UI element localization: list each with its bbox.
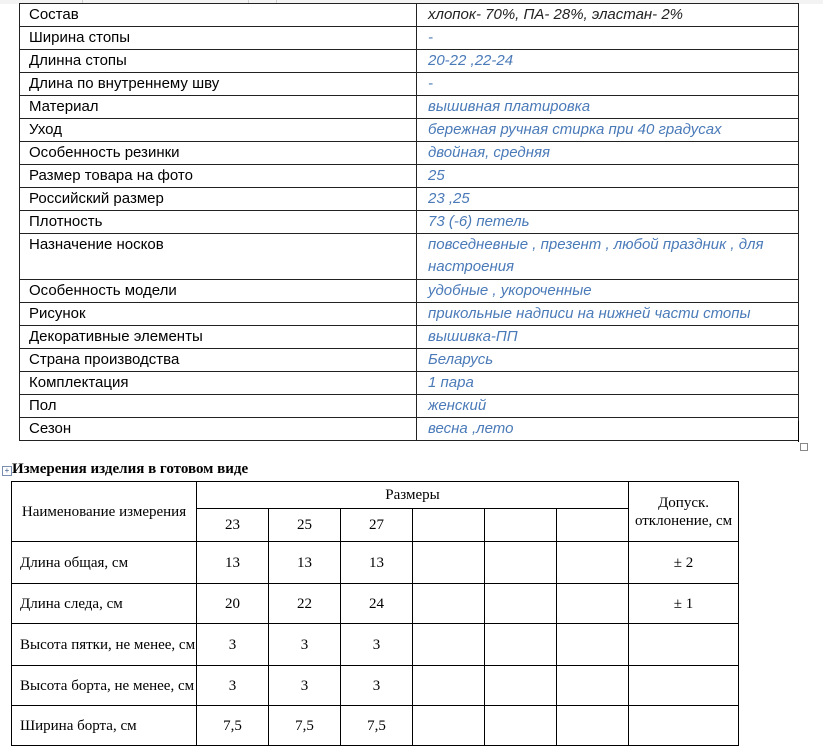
spec-row — [20, 395, 799, 418]
spec-label: Пол — [20, 395, 417, 418]
spec-row — [20, 119, 799, 142]
size-header-cell: 23 — [197, 509, 269, 542]
spec-label: Российский размер — [20, 188, 417, 211]
measurement-row — [12, 706, 739, 746]
spec-value: - — [417, 27, 799, 50]
measurement-value: 20 — [197, 584, 269, 624]
measurement-value — [485, 624, 557, 666]
measurements-table — [11, 481, 739, 746]
measurement-value — [413, 706, 485, 746]
spec-label: Страна производства — [20, 349, 417, 372]
header-name: Наименование измерения — [21, 503, 187, 520]
spec-value: бережная ручная стирка при 40 градусах — [417, 119, 799, 142]
header-sizes-cell — [197, 482, 629, 509]
measurement-value — [557, 624, 629, 666]
measurement-value — [485, 706, 557, 746]
size-header-cell — [557, 509, 629, 542]
measurement-value — [557, 666, 629, 706]
header-tolerance-cell — [629, 482, 739, 542]
measurement-tolerance — [629, 624, 739, 666]
spec-row — [20, 188, 799, 211]
header-name-cell — [12, 482, 197, 542]
measurement-name: Ширина борта, см — [12, 706, 197, 746]
measurement-tolerance: ± 1 — [629, 584, 739, 624]
measurement-row — [12, 584, 739, 624]
spec-label: Плотность — [20, 211, 417, 234]
size-header-cell — [485, 509, 557, 542]
spec-label: Размер товара на фото — [20, 165, 417, 188]
spec-value: женский — [417, 395, 799, 418]
spec-value: вышивка-ПП — [417, 326, 799, 349]
measurement-row — [12, 666, 739, 706]
measurement-value — [413, 624, 485, 666]
spec-value: вышивная платировка — [417, 96, 799, 119]
spec-row — [20, 418, 799, 441]
spec-value: 25 — [417, 165, 799, 188]
table-resize-icon[interactable] — [800, 443, 808, 451]
measurement-tolerance — [629, 706, 739, 746]
size-header-cell — [413, 509, 485, 542]
spec-label: Материал — [20, 96, 417, 119]
measurement-name: Длина следа, см — [12, 584, 197, 624]
size-header-cell: 27 — [341, 509, 413, 542]
measurement-value: 7,5 — [341, 706, 413, 746]
measurement-value: 3 — [197, 666, 269, 706]
spec-row — [20, 280, 799, 303]
spec-row — [20, 165, 799, 188]
spec-row — [20, 234, 799, 280]
measurement-tolerance: ± 2 — [629, 542, 739, 584]
spec-label: Назначение носков — [20, 234, 417, 280]
spec-label: Особенность модели — [20, 280, 417, 303]
spec-row — [20, 326, 799, 349]
measurement-value — [485, 542, 557, 584]
spec-row — [20, 349, 799, 372]
text-cursor — [798, 421, 799, 442]
table-move-icon[interactable]: + — [2, 466, 12, 476]
spec-value: повседневные , презент , любой праздник , для настроения — [417, 234, 799, 280]
measurement-value: 3 — [197, 624, 269, 666]
measurement-row — [12, 624, 739, 666]
spec-value: 73 (-6) петель — [417, 211, 799, 234]
spec-label: Комплектация — [20, 372, 417, 395]
measurement-row — [12, 542, 739, 584]
header-tolerance: Допуск. отклонение, см — [634, 494, 733, 529]
measurement-value — [413, 542, 485, 584]
measurement-name: Высота борта, не менее, см — [12, 666, 197, 706]
spec-value: 23 ,25 — [417, 188, 799, 211]
measurement-value — [413, 666, 485, 706]
measurement-value: 3 — [341, 624, 413, 666]
measurement-name: Высота пятки, не менее, см — [12, 624, 197, 666]
spec-row — [20, 96, 799, 119]
measurement-value: 7,5 — [197, 706, 269, 746]
spec-row — [20, 303, 799, 326]
measurement-value — [413, 584, 485, 624]
measurement-tolerance — [629, 666, 739, 706]
size-header-cell: 25 — [269, 509, 341, 542]
measurement-value: 13 — [341, 542, 413, 584]
spec-label: Декоративные элементы — [20, 326, 417, 349]
spec-row — [20, 50, 799, 73]
header-sizes: Размеры — [385, 487, 440, 503]
measurements-heading: Измерения изделия в готовом виде — [12, 461, 249, 477]
spec-value: прикольные надписи на нижней части стопы — [417, 303, 799, 326]
spec-row — [20, 372, 799, 395]
spec-label: Ширина стопы — [20, 27, 417, 50]
measurement-value — [485, 666, 557, 706]
measurement-value — [557, 706, 629, 746]
spec-label: Длинна стопы — [20, 50, 417, 73]
measurement-name: Длина общая, см — [12, 542, 197, 584]
spec-value: хлопок- 70%, ПА- 28%, эластан- 2% — [417, 4, 799, 27]
measurement-value: 3 — [269, 666, 341, 706]
spec-value: 20-22 ,22-24 — [417, 50, 799, 73]
measurement-value: 22 — [269, 584, 341, 624]
spec-value: Беларусь — [417, 349, 799, 372]
spec-value: - — [417, 73, 799, 96]
measurement-value: 24 — [341, 584, 413, 624]
measurement-value: 3 — [269, 624, 341, 666]
spec-label: Длина по внутреннему шву — [20, 73, 417, 96]
spec-value: весна ,лето — [417, 418, 799, 441]
spec-label: Рисунок — [20, 303, 417, 326]
spec-value: 1 пара — [417, 372, 799, 395]
measurement-value: 13 — [269, 542, 341, 584]
measurement-value — [485, 584, 557, 624]
spec-row — [20, 73, 799, 96]
spec-value: двойная, средняя — [417, 142, 799, 165]
spec-row — [20, 27, 799, 50]
spec-value: удобные , укороченные — [417, 280, 799, 303]
measurement-value: 3 — [341, 666, 413, 706]
spec-label: Состав — [20, 4, 417, 27]
measurement-value — [557, 584, 629, 624]
spec-label: Уход — [20, 119, 417, 142]
measurement-value: 7,5 — [269, 706, 341, 746]
spec-row — [20, 4, 799, 27]
measurement-value: 13 — [197, 542, 269, 584]
spec-row — [20, 142, 799, 165]
spec-row — [20, 211, 799, 234]
spec-label: Сезон — [20, 418, 417, 441]
spec-table — [19, 3, 799, 441]
spec-label: Особенность резинки — [20, 142, 417, 165]
measurement-value — [557, 542, 629, 584]
